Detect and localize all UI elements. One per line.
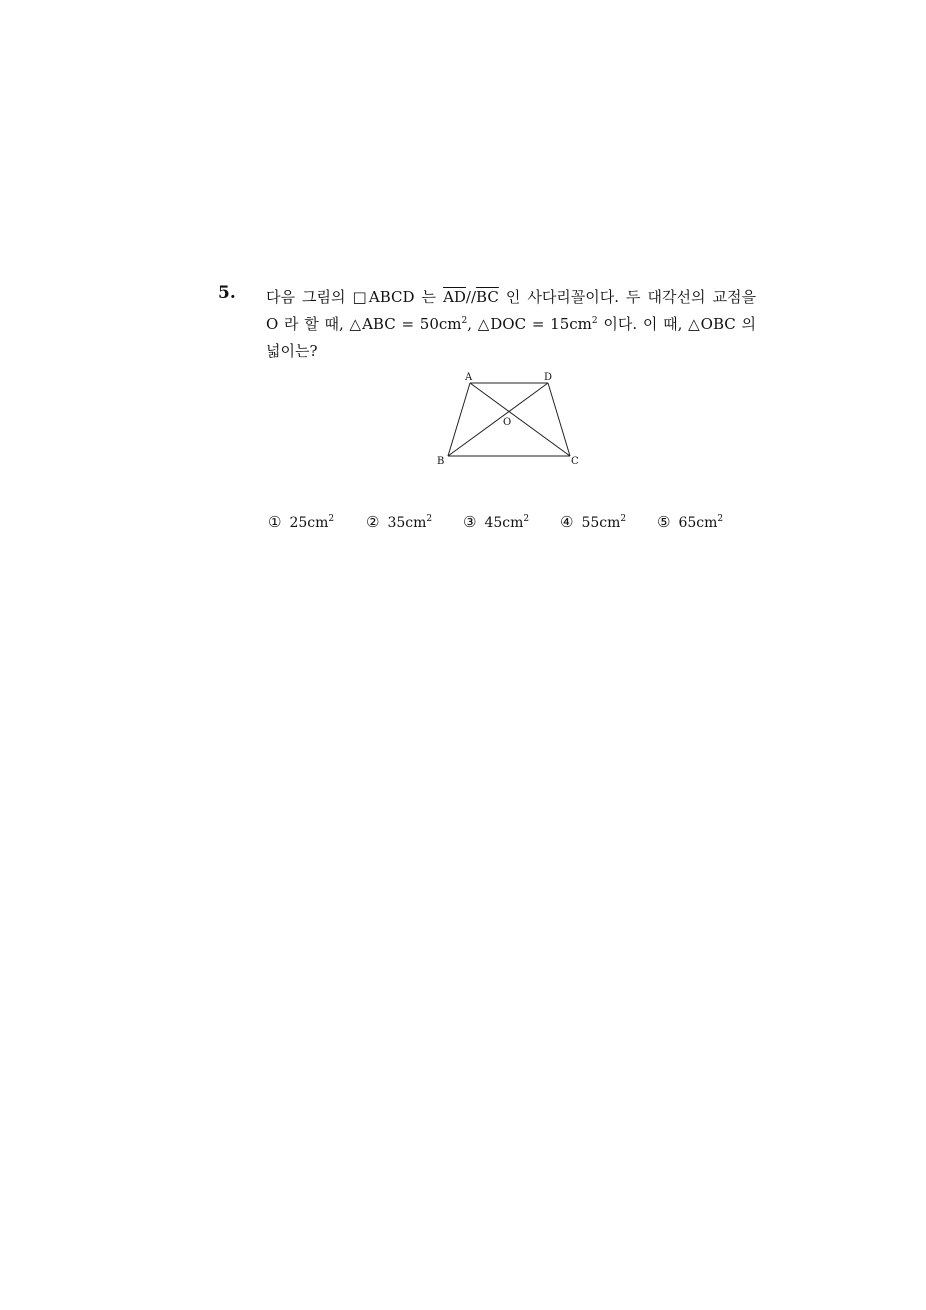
exponent: 2 <box>620 514 627 524</box>
choice-mark: ③ <box>463 513 477 531</box>
choice-value: 65cm <box>678 515 718 531</box>
stem-text: , △DOC = 15cm <box>467 315 592 333</box>
choice-mark: ① <box>268 513 282 531</box>
question-number: 5. <box>218 283 236 303</box>
choice-value: 55cm <box>581 515 621 531</box>
choice-1[interactable] <box>268 513 334 531</box>
exponent: 2 <box>523 514 530 524</box>
vertex-label-c: C <box>571 456 579 467</box>
parallel-symbol: // <box>465 288 477 306</box>
exponent: 2 <box>461 316 468 326</box>
choice-5[interactable] <box>657 513 723 531</box>
stem-text: 인 사다리꼴이다. 두 대각선의 교점을 <box>498 288 756 306</box>
diagonal-bd <box>448 383 548 456</box>
stem-text: O 라 할 때, △ABC = 50cm <box>266 315 462 333</box>
segment-ad: $\overline{AD}$ <box>443 288 466 306</box>
choice-3[interactable] <box>463 513 529 531</box>
choice-value: 35cm <box>387 515 427 531</box>
trapezoid-figure <box>430 368 590 470</box>
trapezoid-diagram <box>430 368 590 470</box>
choice-value: 45cm <box>484 515 524 531</box>
side-ab <box>448 383 470 456</box>
stem-line-2 <box>266 311 756 338</box>
choice-mark: ⑤ <box>657 513 671 531</box>
choice-4[interactable] <box>560 513 626 531</box>
exponent: 2 <box>591 316 598 326</box>
vertex-label-d: D <box>544 372 553 383</box>
stem-text: 이다. 이 때, △OBC 의 <box>597 315 756 333</box>
side-dc <box>548 383 570 456</box>
choice-2[interactable] <box>366 513 432 531</box>
choice-mark: ② <box>366 513 380 531</box>
vertex-label-b: B <box>437 456 445 467</box>
choice-value: 25cm <box>289 515 329 531</box>
vertex-label-a: A <box>465 372 473 383</box>
exponent: 2 <box>717 514 724 524</box>
stem-text: 다음 그림의 □ABCD 는 <box>266 288 444 306</box>
exponent: 2 <box>426 514 433 524</box>
exponent: 2 <box>328 514 335 524</box>
segment-bc: $\overline{BC}$ <box>476 288 499 306</box>
intersection-label-o: O <box>503 417 512 428</box>
choice-mark: ④ <box>560 513 574 531</box>
question-stem <box>266 284 756 365</box>
stem-line-1 <box>266 284 756 311</box>
diagonal-ac <box>470 383 570 456</box>
stem-line-3: 넓이는? <box>266 342 318 360</box>
